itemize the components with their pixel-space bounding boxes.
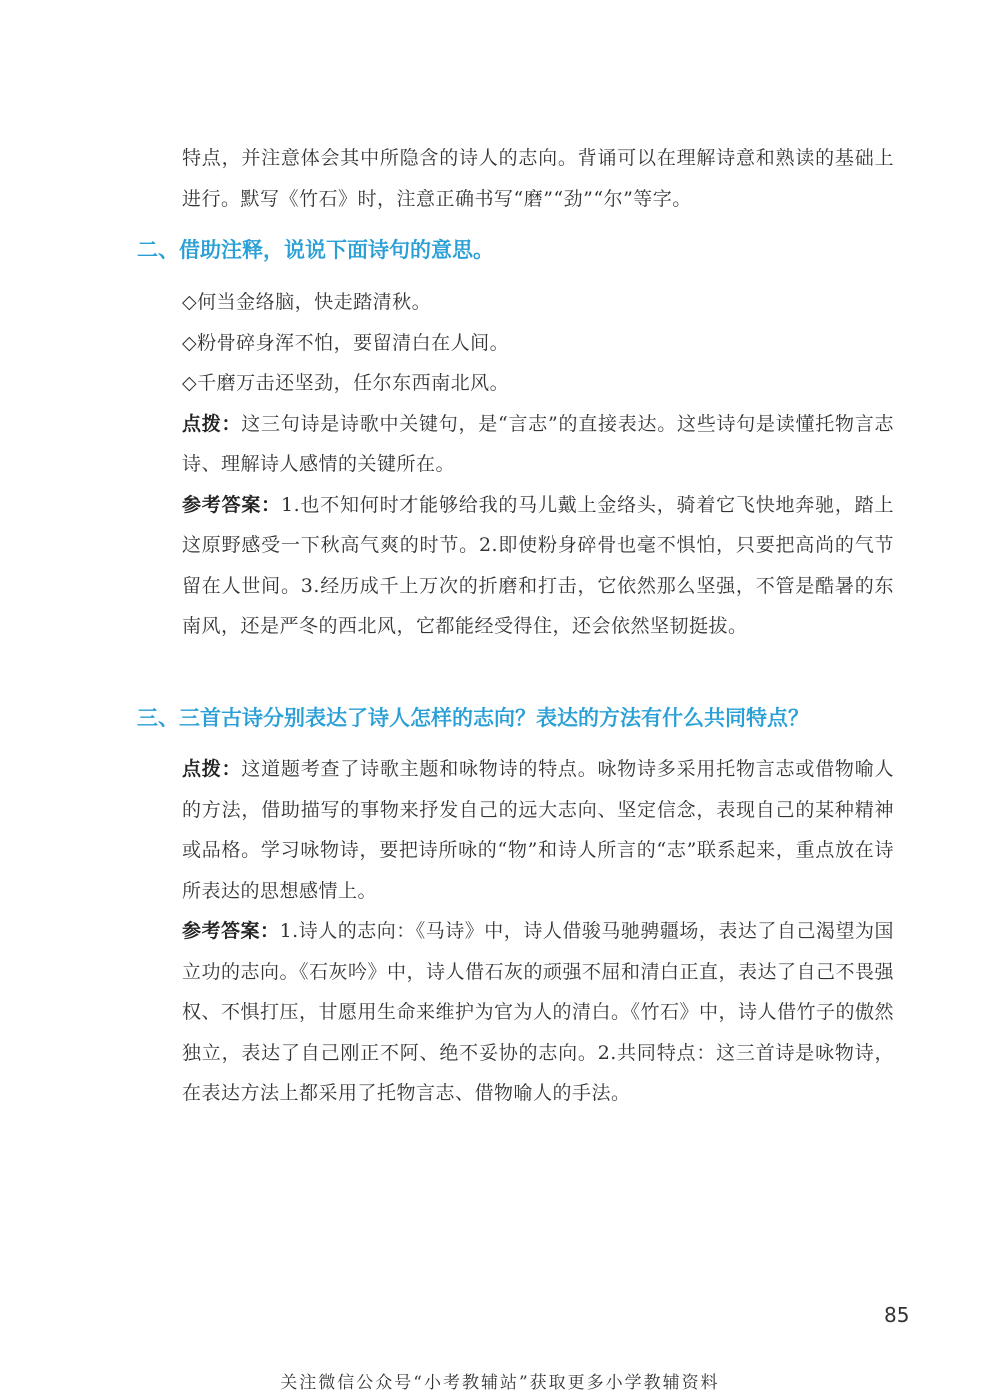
answer-text: 1.也不知何时才能够给我的马儿戴上金络头，骑着它飞快地奔驰，踏上这原野感受一下秋高气爽的时节。2.即使粉身碎骨也毫不惧怕，只要把高尚的气节留在人世间。3.经历成千上万次的折磨和打击，它依然那么坚强，不管是酷暑的东南风，还是严冬的西北风，它都能经受得住，还会依然坚韧挺拔。 [182, 493, 894, 637]
intro-paragraph [182, 138, 894, 219]
footer-note: 关注微信公众号“小考教辅站”获取更多小学教辅资料 [280, 1373, 720, 1393]
tip-text: 这道题考查了诗歌主题和咏物诗的特点。咏物诗多采用托物言志或借物喻人的方法，借助描写的事物来抒发自己的远大志向、坚定信念，表现自己的某种精神或品格。学习咏物诗，要把诗所咏的“物”和诗人所言的“志”联系起来，重点放在诗所表达的思想感情上。 [182, 758, 894, 902]
page-number: 85 [884, 1303, 910, 1327]
answer-label: 参考答案： [182, 920, 280, 942]
intro-text: 特点，并注意体会其中所隐含的诗人的志向。背诵可以在理解诗意和熟读的基础上进行。默写《竹石》时，注意正确书写“磨”“劲”“尔”等字。 [182, 147, 894, 210]
answer-text: 1.诗人的志向：《马诗》中，诗人借骏马驰骋疆场，表达了自己渴望为国立功的志向。《石灰吟》中，诗人借石灰的顽强不屈和清白正直，表达了自己不畏强权、不惧打压，甘愿用生命来维护为官为人的清白。《竹石》中，诗人借竹子的傲然独立，表达了自己刚正不阿、绝不妥协的志向。2.共同特点：这三首诗是咏物诗，在表达方法上都采用了托物言志、借物喻人的手法。 [182, 920, 895, 1104]
poem-line-2: ◇粉骨碎身浑不怕，要留清白在人间。 [182, 331, 510, 354]
section-3-tip [182, 749, 894, 911]
poem-line-1: ◇何当金络脑，快走踏清秋。 [182, 291, 432, 313]
section-2-heading: 二、借助注释，说说下面诗句的意思。 [137, 238, 494, 262]
section-2-body [182, 282, 894, 647]
poem-line-3: ◇千磨万击还坚劲，任尔东西南北风。 [182, 372, 510, 394]
answer-label: 参考答案： [182, 493, 281, 516]
tip-text: 这三句诗是诗歌中关键句，是“言志”的直接表达。这些诗句是读懂托物言志诗、理解诗人感情的关键所在。 [182, 412, 894, 475]
section-3-body [182, 749, 894, 1114]
tip-label: 点拨： [182, 758, 242, 780]
section-2-answer [182, 485, 894, 647]
section-2-tip [182, 404, 894, 485]
tip-label: 点拨： [182, 412, 242, 435]
section-3-heading: 三、三首古诗分别表达了诗人怎样的志向？表达的方法有什么共同特点？ [137, 706, 809, 730]
section-3-answer [182, 911, 894, 1114]
